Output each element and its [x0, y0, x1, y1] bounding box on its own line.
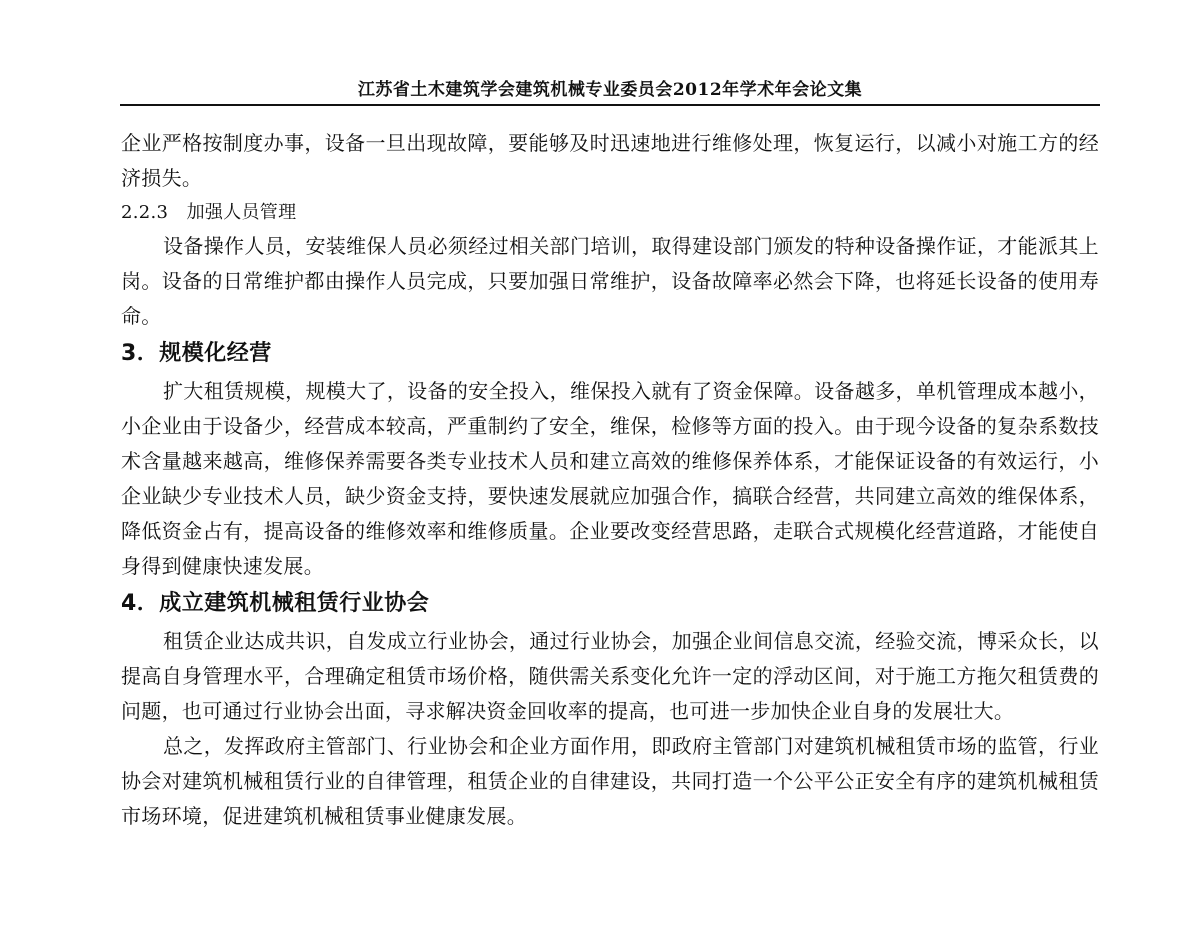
document-body: [121, 126, 1099, 834]
header-rule: [120, 104, 1100, 106]
subsection-heading-2-2-3: 2.2.3 加强人员管理: [121, 202, 297, 223]
running-header: 江苏省土木建筑学会建筑机械专业委员会2012年学术年会论文集: [357, 80, 863, 100]
paragraph-scale-operation: 扩大租赁规模，规模大了，设备的安全投入，维保投入就有了资金保障。设备越多，单机管理成本越小，小企业由于设备少，经营成本较高，严重制约了安全，维保，检修等方面的投入。由于现今设备的复杂系数技术含量越来越高，维修保养需要各类专业技术人员和建立高效的维修保养体系，才能保证设备的有效运行，小企业缺少专业技术人员，缺少资金支持，要快速发展就应加强合作，搞联合经营，共同建立高效的维保体系，降低资金占有，提高设备的维修效率和维修质量。企业要改变经营思路，走联合式规模化经营道路，才能使自身得到健康快速发展。: [121, 379, 1099, 578]
section-heading-4: 4．成立建筑机械租赁行业协会: [121, 591, 430, 616]
paragraph-industry-association: 租赁企业达成共识，自发成立行业协会，通过行业协会，加强企业间信息交流，经验交流，博采众长，以提高自身管理水平，合理确定租赁市场价格，随供需关系变化允许一定的浮动区间，对于施工方拖欠租赁费的问题，也可通过行业协会出面，寻求解决资金回收率的提高，也可进一步加快企业自身的发展壮大。: [121, 629, 1099, 723]
section-heading-3: 3．规模化经营: [121, 341, 272, 366]
paragraph-personnel-management: 设备操作人员，安装维保人员必须经过相关部门培训，取得建设部门颁发的特种设备操作证，才能派其上岗。设备的日常维护都由操作人员完成，只要加强日常维护，设备故障率必然会下降，也将延长设备的使用寿命。: [121, 234, 1099, 328]
paragraph-continued: 企业严格按制度办事，设备一旦出现故障，要能够及时迅速地进行维修处理，恢复运行，以减小对施工方的经济损失。: [121, 131, 1099, 190]
paragraph-summary: 总之，发挥政府主管部门、行业协会和企业方面作用，即政府主管部门对建筑机械租赁市场的监管，行业协会对建筑机械租赁行业的自律管理，租赁企业的自律建设，共同打造一个公平公正安全有序的建筑机械租赁市场环境，促进建筑机械租赁事业健康发展。: [121, 734, 1099, 828]
